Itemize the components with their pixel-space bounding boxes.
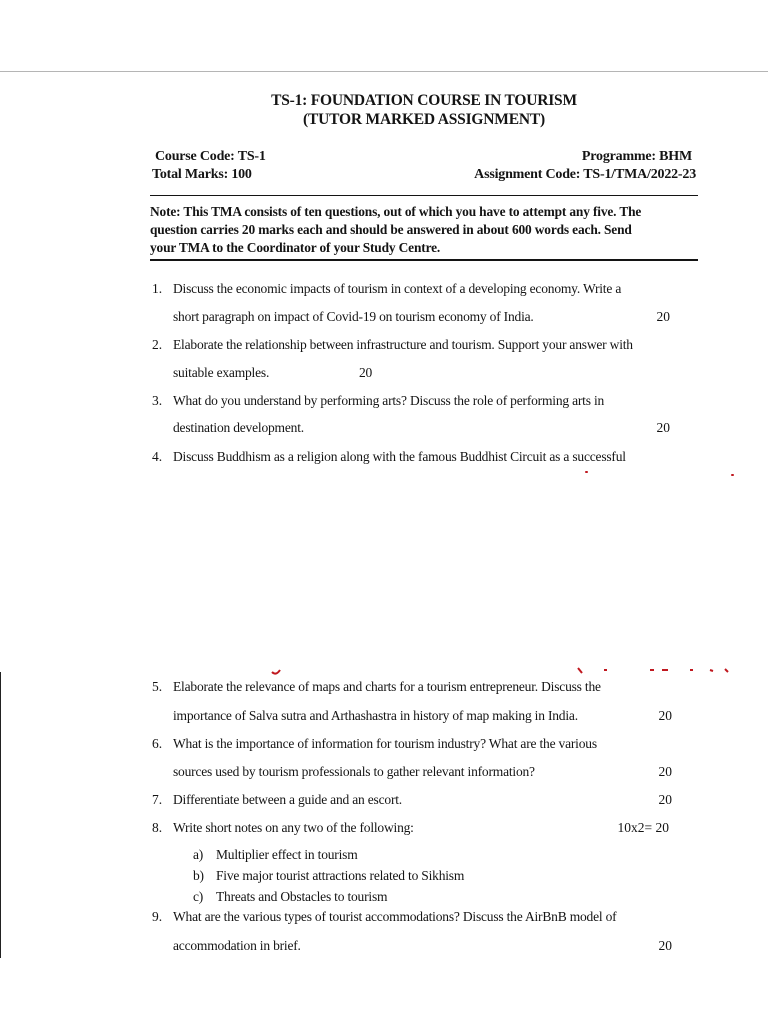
red-ink-scribble — [270, 664, 740, 678]
subitem-label: c) — [193, 889, 204, 904]
page-top-rule — [0, 71, 768, 72]
question-text: Discuss the economic impacts of tourism in context of a developing economy. Write a — [173, 281, 622, 296]
question-number: 4. — [152, 449, 163, 464]
question-number: 8. — [152, 820, 163, 835]
assignment-code: Assignment Code: TS-1/TMA/2022-23 — [474, 167, 696, 182]
question-marks: 20 — [658, 792, 672, 807]
note-line: question carries 20 marks each and should be answered in about 600 words each. Send — [150, 222, 632, 237]
subitem-label: a) — [193, 847, 204, 862]
programme: Programme: BHM — [581, 149, 692, 164]
question-marks: 10x2= 20 — [617, 820, 669, 835]
document-subtitle: (TUTOR MARKED ASSIGNMENT) — [303, 111, 545, 128]
note-top-rule — [150, 195, 698, 196]
question-text: What is the importance of information for tourism industry? What are the various — [173, 736, 597, 751]
question-text: Elaborate the relevance of maps and charts for a tourism entrepreneur. Discuss the — [173, 679, 601, 694]
question-number: 9. — [152, 909, 163, 924]
question-number: 2. — [152, 337, 163, 352]
question-text: What do you understand by performing arts? Discuss the role of performing arts in — [173, 393, 605, 408]
note-line: your TMA to the Coordinator of your Study Centre. — [150, 240, 441, 255]
question-text: Write short notes on any two of the following: — [173, 820, 414, 835]
question-text: suitable examples. — [173, 365, 270, 380]
note-block — [150, 203, 698, 257]
question-number: 6. — [152, 736, 163, 751]
question-marks: 20 — [656, 309, 670, 324]
question-marks: 20 — [359, 365, 373, 380]
note-line: Note: This TMA consists of ten questions, out of which you have to attempt any five. The — [150, 204, 642, 219]
subitem-text: Five major tourist attractions related to Sikhism — [216, 868, 465, 883]
question-number: 7. — [152, 792, 163, 807]
question-text: sources used by tourism professionals to gather relevant information? — [173, 764, 535, 779]
question-text: accommodation in brief. — [173, 938, 301, 953]
question-marks: 20 — [656, 420, 670, 435]
question-marks: 20 — [658, 764, 672, 779]
question-number: 3. — [152, 393, 163, 408]
subitem-label: b) — [193, 868, 204, 883]
question-text: short paragraph on impact of Covid-19 on tourism economy of India. — [173, 309, 534, 324]
subitem-text: Threats and Obstacles to tourism — [216, 889, 388, 904]
question-text: importance of Salva sutra and Arthashastra in history of map making in India. — [173, 708, 578, 723]
question-marks: 20 — [658, 938, 672, 953]
total-marks: Total Marks: 100 — [152, 167, 252, 182]
question-text: Discuss Buddhism as a religion along with the famous Buddhist Circuit as a successful — [173, 449, 626, 464]
red-ink-mark — [731, 474, 734, 476]
question-marks: 20 — [658, 708, 672, 723]
question-text: Differentiate between a guide and an escort. — [173, 792, 402, 807]
page-left-edge — [0, 672, 1, 958]
question-text: destination development. — [173, 420, 304, 435]
question-number: 1. — [152, 281, 163, 296]
red-ink-mark — [585, 471, 588, 473]
subitem-text: Multiplier effect in tourism — [216, 847, 358, 862]
note-bottom-rule — [150, 259, 698, 261]
course-code: Course Code: TS-1 — [155, 149, 266, 164]
question-text: What are the various types of tourist accommodations? Discuss the AirBnB model of — [173, 909, 617, 924]
document-title: TS-1: FOUNDATION COURSE IN TOURISM — [271, 92, 577, 109]
question-number: 5. — [152, 679, 163, 694]
question-text: Elaborate the relationship between infrastructure and tourism. Support your answer with — [173, 337, 633, 352]
